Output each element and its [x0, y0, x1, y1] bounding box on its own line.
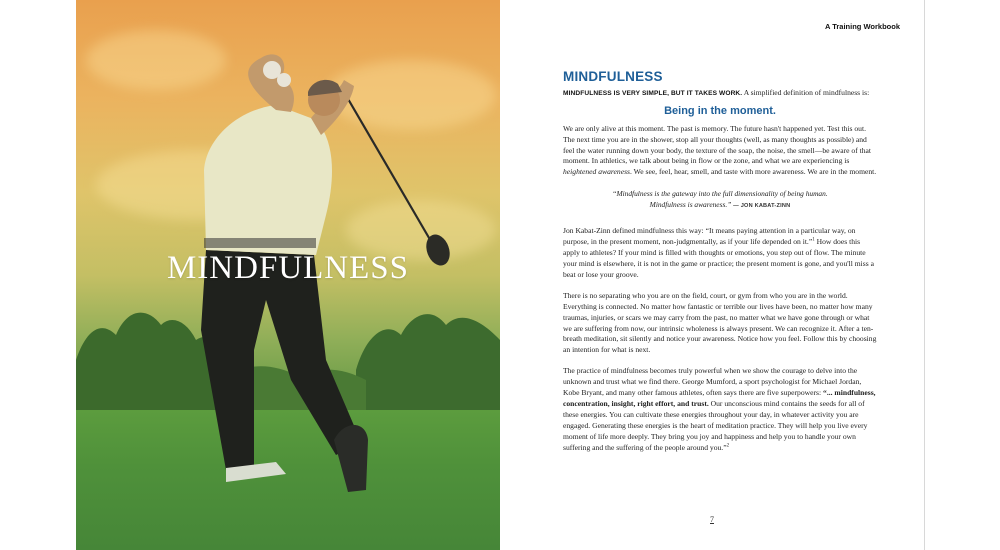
pull-quote	[563, 188, 877, 212]
lede-paragraph	[563, 88, 877, 100]
page-content	[563, 69, 877, 463]
book-spread	[76, 0, 925, 550]
hero-title: MINDFULNESS	[166, 250, 410, 286]
paragraph-1-text-a: We are only alive at this moment. The past is memory. The future hasn't happened yet. Test this out. The next time you are in the shower, stop all your thoughts (well, as many thoughts as possible) and feel the water running down your body, the texture of the soap, the noise, the smell—be aware of that moment. In athletics, we talk about being in flow or the zone, and what we are experiencing is	[563, 123, 872, 166]
running-head: A Training Workbook	[824, 22, 900, 31]
paragraph-1-text-b: . We see, feel, hear, smell, and taste with more awareness. We are in the moment.	[630, 167, 877, 177]
emphasis-line: Being in the moment.	[664, 104, 776, 117]
footnote-ref-1: 1	[812, 237, 815, 243]
lede-rest: A simplified definition of mindfulness is:	[742, 87, 870, 97]
lede-strong: MINDFULNESS IS VERY SIMPLE, BUT IT TAKES WORK.	[563, 89, 743, 97]
quote-attribution: — JON KABAT-ZINN	[733, 203, 791, 210]
paragraph-1	[563, 124, 877, 179]
paragraph-4-strong: “... mindfulness, concentration, insight, right effort, and trust.	[563, 388, 876, 408]
paragraph-4-text-a: The practice of mindfulness becomes truly powerful when we show the courage to delve into the unknown and trust what we find there. George Mumford, a sport psychologist for Michael Jordan, Kobe Bryant, and many other famous athletes, often says there are five superpowers:	[563, 366, 862, 398]
quote-line-1: “Mindfulness is the gateway into the full dimensionality of being human.	[612, 189, 828, 199]
footnote-ref-2: 2	[726, 443, 730, 449]
paragraph-1-emphasis: heightened awareness	[563, 167, 630, 177]
paragraph-2-text-a: Jon Kabat-Zinn defined mindfulness this way: “It means paying attention in a particular way, on purpose, in the present moment, non-judgmentally, as if your life depended on it.”	[563, 226, 856, 247]
right-page	[500, 0, 925, 550]
quote-line-2: Mindfulness is awareness.”	[649, 200, 732, 210]
paragraph-4	[563, 366, 877, 453]
paragraph-3: There is no separating who you are on the field, court, or gym from who you are in the world. Everything is connected. No matter how fantastic or terrible our lives have been, no matter how many traumas, injuries, or scars we may carry from the past, no matter what we have gone through or what we are suffering from now, our intrinsic wholeness is always present. We can recognize it. After a ten-breath meditation, sit silently and notice your awareness. Notice how you feel. Follow this by choosing an intention for what is next.	[563, 290, 877, 355]
page-number: 7	[710, 515, 714, 524]
paragraph-2	[563, 226, 877, 281]
section-title: MINDFULNESS	[563, 69, 663, 84]
paragraph-4-text-b: Our unconscious mind contains the seeds for all of these energies. You can cultivate these energies throughout your day, in whatever activity you are engaged. Generating these energies is the heart of meditation practice. They will help you live every moment of life more deeply. They bring you joy and happiness and help you to handle your own suffering and the suffering of the people around you.”	[563, 398, 868, 452]
left-page-photo	[76, 0, 500, 550]
paragraph-2-text-b: How does this apply to athletes? If your mind is filled with thoughts or emotions, you step out of flow. The minute your mind is elsewhere, it is not in the game or practice; the present moment is gone, and you'll miss a beat or lose your groove.	[563, 237, 874, 279]
